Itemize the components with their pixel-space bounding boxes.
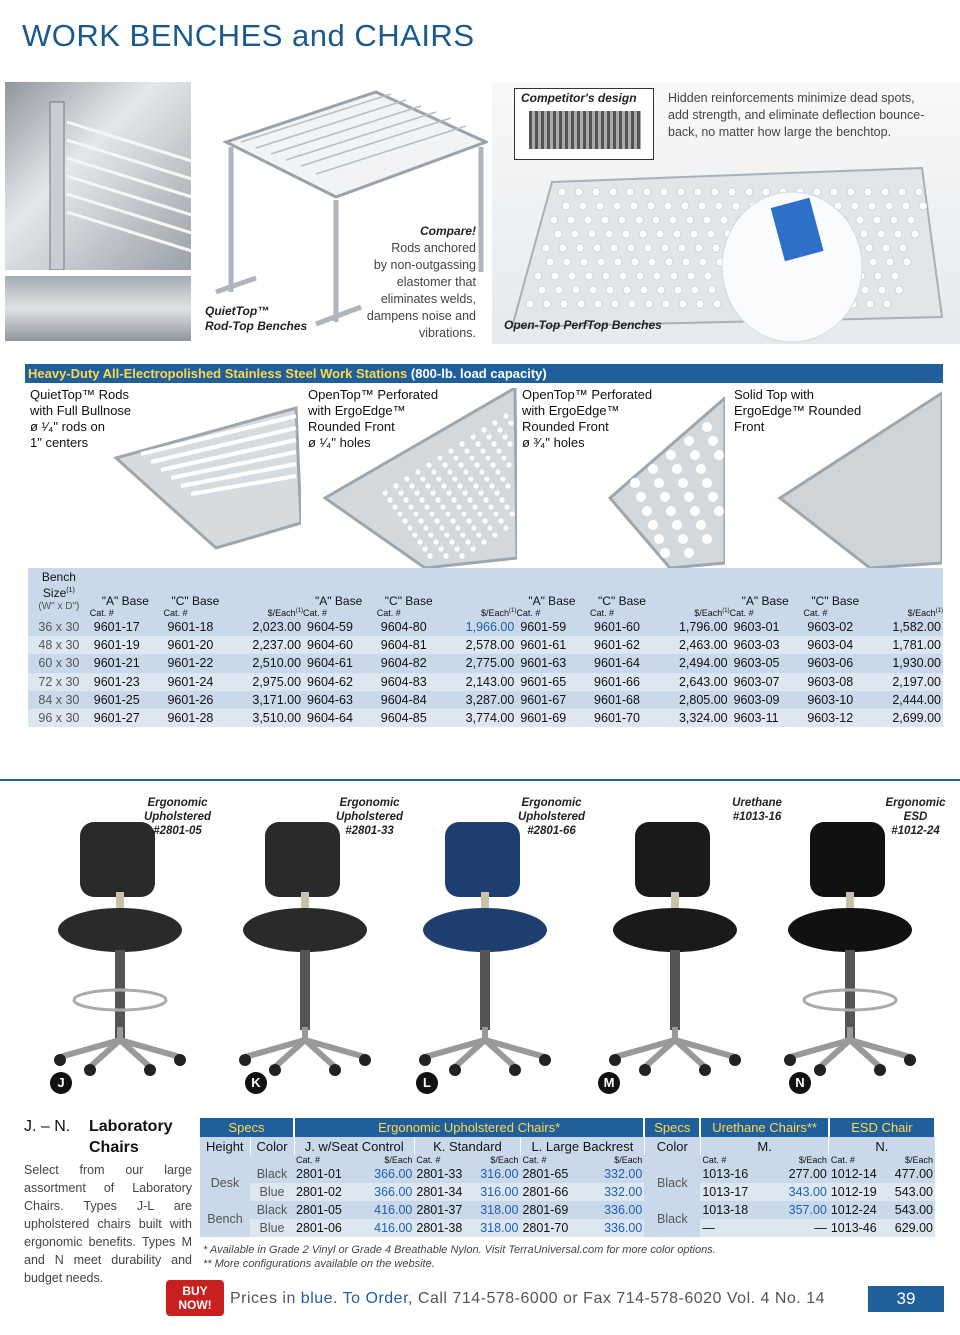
- bench-size: 84 x 30: [38, 692, 80, 707]
- table-row: [28, 636, 943, 654]
- cat-a: 9601-25: [93, 692, 140, 707]
- quiettop-rods-image: [96, 388, 301, 568]
- cat-c: 9603-08: [807, 674, 854, 689]
- cat-cell: 2801-33: [416, 1167, 463, 1181]
- ws-col-each-label: $/Each: [694, 608, 723, 618]
- cat-c: 9601-66: [594, 674, 640, 689]
- cat-c: 9601-68: [594, 692, 640, 707]
- cat-c: 9601-26: [167, 692, 214, 707]
- price: 1,966.00: [465, 620, 515, 635]
- chair-caption-line: Ergonomic: [885, 797, 946, 809]
- table-row: [200, 1183, 935, 1201]
- reinforcement-text: [668, 90, 958, 141]
- ws-col-cat: Cat. #: [376, 608, 401, 618]
- ws-col-dims: (W" x D"): [38, 601, 80, 612]
- cat-c: 9601-64: [594, 656, 640, 671]
- ws-col-each: [664, 568, 730, 618]
- chair-caption-line: Upholstered: [143, 811, 212, 823]
- bench-size: 48 x 30: [38, 638, 80, 653]
- chair-caption-line: Ergonomic: [147, 797, 208, 809]
- bench-size: 72 x 30: [38, 674, 80, 689]
- cat-cell: 2801-65: [522, 1167, 569, 1181]
- cat-a: 9603-01: [733, 620, 780, 635]
- cat-a: 9603-05: [733, 656, 780, 671]
- color-cell: Black: [256, 1203, 288, 1217]
- chair-caption-line: #2801-66: [527, 825, 576, 837]
- cat-cell: 2801-05: [296, 1203, 342, 1217]
- cat-a: 9601-65: [520, 674, 567, 689]
- ws-col-c-base: [590, 568, 664, 618]
- chair-caption: [322, 796, 417, 838]
- page-title: WORK BENCHES and CHAIRS: [22, 18, 475, 53]
- price: 3,510.00: [252, 711, 302, 726]
- table-row: [28, 691, 943, 709]
- height-cell: Bench: [200, 1201, 250, 1237]
- price: 1,582.00: [892, 620, 941, 635]
- cat-a: 9603-09: [733, 692, 780, 707]
- blank-cell: [644, 1155, 700, 1165]
- price-cell: 332.00: [604, 1185, 643, 1199]
- ws-col-cat: Cat. #: [590, 608, 615, 618]
- chair-badge: L: [416, 1072, 438, 1094]
- section-title-2: Chairs: [89, 1139, 139, 1156]
- compare-text-line: eliminates welds,: [380, 292, 476, 306]
- cat-a: 9604-61: [307, 656, 353, 671]
- ws-col-each-label: $/Each: [907, 608, 936, 618]
- chair-badge: K: [245, 1072, 267, 1094]
- solid-top-image: [730, 388, 942, 568]
- price: 2,975.00: [252, 674, 302, 689]
- compare-text: [326, 240, 476, 342]
- ws-col-each-sup: (1): [508, 608, 517, 614]
- cat-a: 9603-11: [733, 711, 779, 726]
- section-label: J. – N.: [24, 1118, 71, 1135]
- product-desc-line: ø ³⁄₄" holes: [522, 435, 585, 450]
- cat-cell: 1013-18: [702, 1203, 749, 1217]
- esd-header: ESD Chair: [829, 1118, 935, 1137]
- competitor-grate-image: [529, 111, 641, 149]
- ws-col-size-text: Size: [42, 586, 67, 600]
- price: 2,494.00: [678, 656, 728, 671]
- ws-col-c-base: [377, 568, 451, 618]
- price: 2,805.00: [678, 692, 728, 707]
- cat-cell: 1012-14: [830, 1167, 877, 1181]
- opentop-three-quarter-holes-image: [520, 388, 725, 568]
- cat-cell: 1012-24: [830, 1203, 877, 1217]
- price: 2,444.00: [892, 692, 941, 707]
- cat-c: 9601-22: [167, 656, 214, 671]
- ws-col-size: [28, 568, 90, 618]
- price-cell: —: [814, 1221, 827, 1235]
- cat-label: Cat. #: [520, 1155, 587, 1165]
- cat-c: 9601-28: [167, 711, 214, 726]
- chair-table-header-row: [200, 1118, 935, 1137]
- buy-now-text-2: NOW!: [178, 1298, 212, 1312]
- ws-col-cat: Cat. #: [729, 608, 754, 618]
- urethane-header: Urethane Chairs**: [700, 1118, 829, 1137]
- ws-col-size-label: [28, 584, 90, 600]
- cat-a: 9601-67: [520, 692, 567, 707]
- ws-col-each-sup: (1): [722, 608, 730, 614]
- ws-col-a-base-label: "A" Base: [101, 594, 149, 608]
- price: 3,774.00: [465, 711, 515, 726]
- color-header-2: Color: [644, 1137, 700, 1155]
- ws-col-each: [237, 568, 303, 618]
- cat-cell: 2801-69: [522, 1203, 569, 1217]
- price: 1,796.00: [678, 620, 728, 635]
- cat-cell: 2801-37: [416, 1203, 463, 1217]
- cat-label: Cat. #: [414, 1155, 472, 1165]
- specs-header: Specs: [200, 1118, 294, 1137]
- cat-a: 9603-07: [733, 674, 780, 689]
- cat-c: 9604-82: [380, 656, 427, 671]
- each-label: $/Each: [588, 1155, 645, 1165]
- price: 2,237.00: [252, 638, 302, 653]
- chair-caption-line: #2801-05: [153, 825, 202, 837]
- ws-col-a-base: [516, 568, 590, 618]
- workstations-header: [25, 364, 943, 383]
- price: 2,578.00: [465, 638, 515, 653]
- product-desc-line: 1" centers: [30, 435, 89, 450]
- bench-size: 36 x 30: [38, 620, 80, 635]
- ws-col-a-base-label: "A" Base: [528, 594, 576, 608]
- ws-col-c-base: [803, 568, 877, 618]
- cat-cell: 2801-34: [416, 1185, 463, 1199]
- cat-cell: 2801-06: [296, 1221, 342, 1235]
- price-cell: 316.00: [480, 1185, 519, 1199]
- footnote-2: ** More configurations available on the website.: [203, 1258, 435, 1270]
- product-desc-line: ø ¹⁄₄" holes: [308, 435, 371, 450]
- reinforcement-text-line: Hidden reinforcements minimize dead spots,: [668, 91, 915, 105]
- ws-col-c-base: [163, 568, 237, 618]
- chair-caption-line: #1012-24: [891, 825, 940, 837]
- ws-col-bench: Bench: [41, 570, 76, 584]
- product-desc-line: with Full Bullnose: [30, 403, 132, 418]
- cat-c: 9603-12: [807, 711, 854, 726]
- section-title-1: Laboratory: [89, 1118, 173, 1135]
- competitor-inset: [514, 88, 654, 160]
- price: 2,143.00: [465, 674, 515, 689]
- cat-a: 9601-19: [93, 638, 140, 653]
- chair-caption: [504, 796, 599, 838]
- rod-top-closeup-photo: [5, 82, 191, 270]
- reinforcement-text-line: back, no matter how large the benchtop.: [668, 125, 892, 139]
- chair-caption-line: #2801-33: [345, 825, 394, 837]
- cat-c: 9604-84: [380, 692, 427, 707]
- price-cell: 416.00: [374, 1203, 413, 1217]
- product-desc-line: OpenTop™ Perforated: [308, 387, 439, 402]
- chair-caption-line: Ergonomic: [339, 797, 400, 809]
- price-cell: 543.00: [894, 1185, 933, 1199]
- compare-text-line: vibrations.: [419, 326, 476, 340]
- chair-badge: N: [789, 1072, 811, 1094]
- cat-a: 9601-63: [520, 656, 567, 671]
- perftop-bench-photo: [492, 82, 960, 344]
- price-cell: 366.00: [374, 1167, 413, 1181]
- compare-text-line: by non-outgassing: [373, 258, 476, 272]
- cat-cell: 2801-02: [296, 1185, 342, 1199]
- price: 2,643.00: [678, 674, 728, 689]
- ws-col-cat: Cat. #: [516, 608, 541, 618]
- chair-caption-line: Upholstered: [335, 811, 404, 823]
- product-desc-line: with ErgoEdge™: [522, 403, 620, 418]
- workstations-header-title: Heavy-Duty All-Electropolished Stainless Steel Work Stations: [28, 366, 408, 381]
- product-desc-line: ErgoEdge™ Rounded: [734, 403, 862, 418]
- ws-col-cat: Cat. #: [89, 608, 114, 618]
- cat-a: 9604-62: [307, 674, 353, 689]
- price: 3,171.00: [252, 692, 302, 707]
- cat-c: 9604-85: [380, 711, 427, 726]
- cat-c: 9604-80: [380, 620, 427, 635]
- price-cell: 336.00: [604, 1221, 643, 1235]
- each-label: $/Each: [472, 1155, 520, 1165]
- each-label: $/Each: [886, 1155, 935, 1165]
- cat-c: 9603-06: [807, 656, 854, 671]
- cat-a: 9601-59: [520, 620, 567, 635]
- cat-a: 9604-63: [307, 692, 353, 707]
- chair-caption-line: Ergonomic: [521, 797, 582, 809]
- each-label: $/Each: [359, 1155, 414, 1165]
- buy-now-text-1: BUY: [182, 1284, 208, 1298]
- ws-col-a-base: [730, 568, 804, 618]
- cat-a: 9604-64: [307, 711, 353, 726]
- price: 2,023.00: [252, 620, 302, 635]
- price: 1,781.00: [892, 638, 941, 653]
- price: 2,463.00: [678, 638, 728, 653]
- product-desc-line: Front: [734, 419, 765, 434]
- price-cell: 357.00: [788, 1203, 827, 1217]
- cat-a: 9601-27: [93, 711, 140, 726]
- cat-c: 9601-60: [594, 620, 640, 635]
- price-cell: 332.00: [604, 1167, 643, 1181]
- cat-c: 9601-24: [167, 674, 214, 689]
- section-description: Select from our large assortment of Laboratory Chairs. Types J-L are upholstered chairs built with ergonomic benefits. Types M and N meet durability and budget needs.: [24, 1163, 192, 1285]
- table-row: [200, 1165, 935, 1183]
- ws-col-a-base: [90, 568, 164, 618]
- chair-caption-line: ESD: [903, 811, 928, 823]
- product-desc-line: OpenTop™ Perforated: [522, 387, 653, 402]
- product-desc-line: ø ¹⁄₄" rods on: [30, 419, 105, 434]
- cat-cell: 1013-17: [702, 1185, 749, 1199]
- price: 3,287.00: [465, 692, 515, 707]
- price: 2,197.00: [892, 674, 941, 689]
- price-cell: 316.00: [480, 1167, 519, 1181]
- type-m-header: M.: [700, 1137, 829, 1155]
- type-j-header: J. w/Seat Control: [294, 1137, 414, 1155]
- cat-a: 9601-69: [520, 711, 567, 726]
- cat-c: 9603-04: [807, 638, 854, 653]
- cat-a: 9601-23: [93, 674, 140, 689]
- ws-col-a-base-label: "A" Base: [315, 594, 363, 608]
- cat-c: 9601-18: [167, 620, 214, 635]
- cat-cell: 2801-66: [522, 1185, 569, 1199]
- rod-top-closeup-illustration: [5, 82, 191, 270]
- color-cell-2: Black: [644, 1165, 700, 1201]
- color-cell: Blue: [259, 1221, 285, 1235]
- blank-cell: [250, 1155, 294, 1165]
- type-n-header: N.: [829, 1137, 935, 1155]
- cat-cell: 1013-46: [830, 1221, 877, 1235]
- color-cell: Black: [256, 1167, 288, 1181]
- ws-col-each-label: $/Each: [267, 608, 296, 618]
- table-row: [200, 1201, 935, 1219]
- chair-badge: M: [598, 1072, 620, 1094]
- price: 2,510.00: [252, 656, 302, 671]
- ws-col-c-base-label: "C" Base: [598, 594, 646, 608]
- price-cell: 318.00: [480, 1203, 519, 1217]
- opentop-quarter-holes-image: [305, 388, 517, 568]
- table-row: [28, 618, 943, 636]
- cat-c: 9601-62: [594, 638, 640, 653]
- compare-title: Compare!: [419, 224, 476, 238]
- ws-col-each: [450, 568, 516, 618]
- cat-c: 9604-81: [380, 638, 427, 653]
- cat-cell: 2801-01: [296, 1167, 342, 1181]
- cat-a: 9601-61: [520, 638, 567, 653]
- competitor-label: Competitor's design: [521, 91, 637, 105]
- chair-price-table: [200, 1118, 936, 1237]
- specs-header-2: Specs: [644, 1118, 700, 1137]
- table-row: [28, 673, 943, 691]
- page-number: 39: [868, 1286, 944, 1312]
- cat-cell: 2801-38: [416, 1221, 463, 1235]
- each-label: $/Each: [770, 1155, 829, 1165]
- ws-col-each-sup: (1): [935, 608, 943, 614]
- blank-cell: [200, 1155, 250, 1165]
- price-cell: 543.00: [894, 1203, 933, 1217]
- cat-c: 9604-83: [380, 674, 427, 689]
- type-k-header: K. Standard: [414, 1137, 520, 1155]
- price: 1,930.00: [892, 656, 941, 671]
- footnote-1: * Available in Grade 2 Vinyl or Grade 4 Breathable Nylon. Visit TerraUniversal.com for more color options.: [203, 1244, 716, 1256]
- height-cell: Desk: [200, 1165, 250, 1201]
- quiettop-caption-1: QuietTop™: [205, 304, 270, 318]
- footer-prices-in: Prices in: [230, 1290, 301, 1307]
- bench-size: 96 x 30: [38, 711, 80, 726]
- cat-label: Cat. #: [294, 1155, 359, 1165]
- price-cell: 366.00: [374, 1185, 413, 1199]
- reinforcement-text-line: add strength, and eliminate deflection bounce-: [668, 108, 925, 122]
- chair-caption-line: Upholstered: [517, 811, 586, 823]
- table-row: [28, 709, 943, 727]
- rod-top-bench-photo: [196, 82, 488, 344]
- chair-caption-line: Urethane: [732, 797, 782, 809]
- price-cell: 318.00: [480, 1221, 519, 1235]
- product-desc-line: Solid Top with: [734, 387, 814, 402]
- cat-a: 9604-59: [307, 620, 353, 635]
- compare-text-line: Rods anchored: [391, 241, 476, 255]
- section-divider: [0, 779, 960, 781]
- footer-blue: blue: [300, 1290, 334, 1307]
- ws-col-each-label: $/Each: [480, 608, 509, 618]
- cat-c: 9603-10: [807, 692, 854, 707]
- cat-label: Cat. #: [700, 1155, 770, 1165]
- chair-caption: [130, 796, 225, 838]
- cat-cell: —: [702, 1221, 715, 1235]
- type-l-header: L. Large Backrest: [520, 1137, 644, 1155]
- cat-a: 9601-21: [93, 656, 140, 671]
- cat-label: Cat. #: [829, 1155, 887, 1165]
- cat-cell: 1012-19: [830, 1185, 877, 1199]
- color-cell: Blue: [259, 1185, 285, 1199]
- ws-col-cat: Cat. #: [163, 608, 188, 618]
- ws-col-each: [877, 568, 943, 618]
- price-cell: 336.00: [604, 1203, 643, 1217]
- chair-badge: J: [50, 1072, 72, 1094]
- table-row: [28, 654, 943, 672]
- price-cell: 629.00: [894, 1221, 933, 1235]
- bench-size: 60 x 30: [38, 656, 80, 671]
- price-cell: 416.00: [374, 1221, 413, 1235]
- workstations-header-capacity: (800-lb. load capacity): [407, 366, 547, 381]
- ws-header-row: [28, 568, 943, 618]
- price-cell: 277.00: [788, 1167, 827, 1181]
- ws-col-a-base-label: "A" Base: [741, 594, 789, 608]
- cat-cell: 2801-70: [522, 1221, 569, 1235]
- cat-cell: 1013-16: [702, 1167, 749, 1181]
- ws-col-a-base: [303, 568, 377, 618]
- ergonomic-header: Ergonomic Upholstered Chairs*: [294, 1118, 644, 1137]
- product-desc-line: with ErgoEdge™: [308, 403, 406, 418]
- price-cell: 343.00: [788, 1185, 827, 1199]
- footer-to-order-link[interactable]: . To Order: [333, 1290, 409, 1307]
- cat-a: 9604-60: [307, 638, 353, 653]
- ws-col-cat: Cat. #: [803, 608, 828, 618]
- cat-c: 9601-70: [594, 711, 640, 726]
- price-cell: 477.00: [894, 1167, 933, 1181]
- chair-table-subheader-row: [200, 1137, 935, 1155]
- ws-col-cat: Cat. #: [303, 608, 328, 618]
- cat-c: 9601-20: [167, 638, 214, 653]
- quiettop-caption-2: Rod-Top Benches: [205, 319, 308, 333]
- table-row: [200, 1219, 935, 1237]
- color-header: Color: [250, 1137, 294, 1155]
- chair-caption: [868, 796, 960, 838]
- height-header: Height: [200, 1137, 250, 1155]
- price: 2,699.00: [892, 711, 941, 726]
- ws-col-c-base-label: "C" Base: [171, 594, 220, 608]
- ws-col-size-sup: (1): [66, 587, 75, 594]
- compare-text-line: elastomer that: [396, 275, 476, 289]
- buy-now-button[interactable]: [166, 1280, 224, 1316]
- price: 2,775.00: [465, 656, 515, 671]
- product-desc-line: QuietTop™ Rods: [30, 387, 129, 402]
- color-cell-2: Black: [644, 1201, 700, 1237]
- workstation-price-table: [28, 568, 943, 727]
- chairs-illustration: [30, 812, 950, 1082]
- cat-c: 9603-02: [807, 620, 854, 635]
- compare-text-line: dampens noise and: [366, 309, 476, 323]
- chair-table-catrow: [200, 1155, 935, 1165]
- chair-caption: [716, 796, 798, 824]
- footer-contact: , Call 714-578-6000 or Fax 714-578-6020 Vol. 4 No. 14: [408, 1290, 825, 1307]
- ws-col-c-base-label: "C" Base: [384, 594, 433, 608]
- cat-a: 9601-17: [93, 620, 140, 635]
- chair-caption-line: #1013-16: [732, 811, 782, 823]
- product-desc-line: Rounded Front: [308, 419, 395, 434]
- footer-text: [230, 1290, 825, 1308]
- price: 3,324.00: [678, 711, 728, 726]
- ws-col-each-sup: (1): [295, 608, 304, 614]
- cat-a: 9603-03: [733, 638, 780, 653]
- product-desc-line: Rounded Front: [522, 419, 609, 434]
- opentop-caption: Open-Top PerfTop Benches: [504, 318, 662, 332]
- ws-col-c-base-label: "C" Base: [811, 594, 860, 608]
- bullnose-closeup-photo: [5, 276, 191, 341]
